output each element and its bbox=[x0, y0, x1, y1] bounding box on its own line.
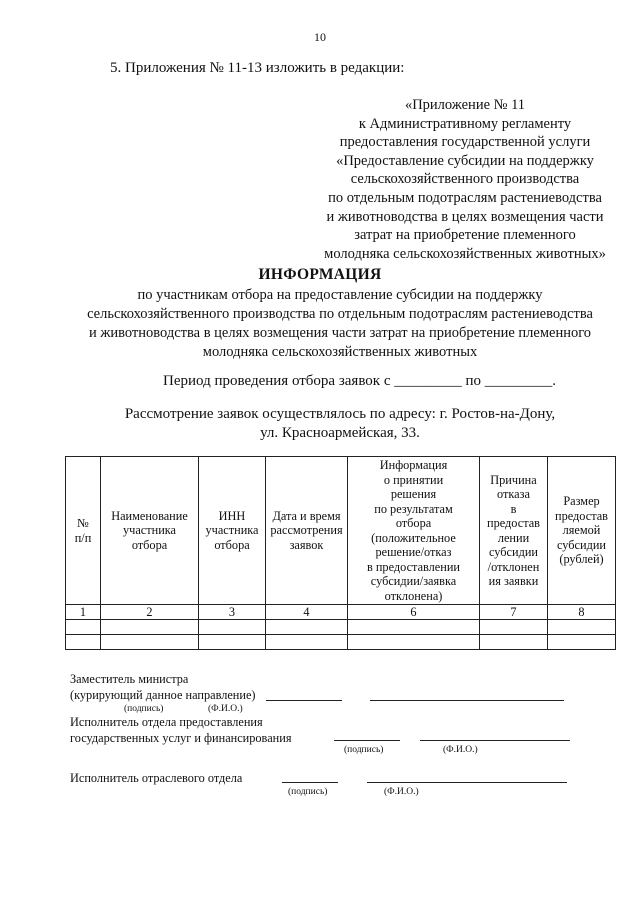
page-number: 10 bbox=[314, 30, 326, 44]
header-line: участника bbox=[122, 523, 177, 538]
table-row bbox=[66, 620, 616, 635]
header-cell-inn bbox=[199, 457, 266, 605]
table-header-row bbox=[66, 457, 616, 605]
column-number-cell: 2 bbox=[101, 605, 199, 620]
table-cell bbox=[348, 620, 480, 635]
subtitle-line: молодняка сельскохозяйственных животных bbox=[202, 344, 478, 360]
header-line: (положительное bbox=[371, 530, 456, 545]
appendix-line: к Административному регламенту bbox=[358, 115, 572, 132]
header-line: отбора bbox=[131, 537, 168, 552]
header-line: заявок bbox=[289, 537, 324, 552]
header-line: /отклонен bbox=[487, 559, 540, 574]
header-cell-number bbox=[66, 457, 101, 605]
appendix-line: и животноводства в целях возмещения части bbox=[326, 208, 604, 225]
appendix-line: сельскохозяйственного производства bbox=[350, 171, 580, 188]
header-line: по результатам bbox=[374, 501, 453, 516]
header-line: рассмотрения bbox=[270, 523, 343, 538]
header-cell-rejection-reason bbox=[480, 457, 548, 605]
header-line: о принятии bbox=[383, 472, 444, 487]
header-line: отказа bbox=[497, 487, 530, 501]
header-line: субсидии bbox=[557, 537, 606, 552]
executor-services-dept-label: государственных услуг и финансирования bbox=[70, 731, 292, 745]
document-title: ИНФОРМАЦИЯ bbox=[258, 266, 382, 283]
appendix-line: молодняка сельскохозяйственных животных» bbox=[324, 245, 606, 262]
deputy-name-line bbox=[370, 700, 564, 701]
appendix-line: предоставления государственной услуги bbox=[339, 134, 591, 151]
table-cell bbox=[266, 620, 348, 635]
header-line: лении bbox=[497, 530, 530, 545]
executor-industry-label: Исполнитель отраслевого отдела bbox=[70, 771, 243, 785]
appendix-line: «Приложение № 11 bbox=[404, 97, 526, 113]
executor-industry-signature-caption: (подпись) bbox=[288, 787, 328, 797]
header-line: в bbox=[510, 501, 517, 516]
table-cell bbox=[199, 635, 266, 650]
header-line: Наименование bbox=[111, 508, 188, 523]
review-address bbox=[0, 405, 640, 443]
header-line: п/п bbox=[74, 530, 92, 545]
table-column-numbers-row bbox=[66, 605, 616, 620]
header-line: решения bbox=[390, 487, 437, 501]
header-line: Дата и время bbox=[272, 508, 341, 523]
header-line: Причина bbox=[490, 472, 537, 487]
header-line: Размер bbox=[563, 494, 600, 509]
header-line: отбора bbox=[214, 537, 250, 552]
header-line: Информация bbox=[379, 458, 448, 472]
column-number-cell: 1 bbox=[66, 605, 101, 620]
executor-services-label: Исполнитель отдела предоставления bbox=[70, 715, 263, 729]
appendix-header bbox=[300, 96, 630, 263]
table-cell bbox=[101, 620, 199, 635]
column-number-cell: 3 bbox=[199, 605, 266, 620]
subtitle-line: и животноводства в целях возмещения части затрат на приобретение племенного bbox=[88, 325, 592, 341]
header-line: ИНН bbox=[218, 508, 246, 523]
header-line: субсидии bbox=[489, 545, 538, 559]
executor-services-name-caption: (Ф.И.О.) bbox=[443, 745, 478, 755]
deputy-name-caption: (Ф.И.О.) bbox=[208, 704, 243, 714]
header-cell-review-date bbox=[266, 457, 348, 605]
instruction-text: 5. Приложения № 11-13 изложить в редакции: bbox=[110, 60, 405, 76]
executor-industry-name-caption: (Ф.И.О.) bbox=[384, 787, 419, 797]
table-row bbox=[66, 635, 616, 650]
appendix-line: по отдельным подотраслям растениеводства bbox=[328, 189, 602, 206]
column-number-cell: 8 bbox=[548, 605, 616, 620]
executor-services-signature-line bbox=[334, 740, 400, 741]
header-line: участника bbox=[205, 523, 259, 538]
header-cell-participant-name bbox=[101, 457, 199, 605]
deputy-minister-direction-label: (курирующий данное направление) bbox=[70, 688, 256, 702]
appendix-line: затрат на приобретение племенного bbox=[354, 227, 576, 244]
header-line: субсидии/заявка bbox=[370, 574, 457, 588]
table-cell bbox=[66, 620, 101, 635]
executor-services-name-line bbox=[420, 740, 570, 741]
header-line: (рублей) bbox=[559, 552, 604, 567]
header-cell-subsidy-amount bbox=[548, 457, 616, 605]
header-line: отбора bbox=[395, 516, 432, 530]
document-subtitle bbox=[0, 286, 640, 362]
table-cell bbox=[480, 620, 548, 635]
address-line: Рассмотрение заявок осуществлялось по адресу: г. Ростов-на-Дону, bbox=[124, 406, 556, 422]
header-line: ия заявки bbox=[488, 574, 539, 588]
table-cell bbox=[66, 635, 101, 650]
selection-period: Период проведения отбора заявок с _________ по _________. bbox=[163, 373, 557, 389]
column-number-cell: 6 bbox=[348, 605, 480, 620]
column-number-cell: 4 bbox=[266, 605, 348, 620]
header-line: ляемой bbox=[562, 523, 601, 538]
header-line: предостав bbox=[487, 516, 540, 530]
executor-industry-name-line bbox=[367, 782, 567, 783]
address-line: ул. Красноармейская, 33. bbox=[260, 425, 420, 441]
header-line: в предоставлении bbox=[366, 559, 461, 574]
table-cell bbox=[101, 635, 199, 650]
table-cell bbox=[266, 635, 348, 650]
subtitle-line: сельскохозяйственного производства по отдельным подотраслям растениеводства bbox=[87, 306, 593, 322]
header-line: отклонена) bbox=[384, 588, 443, 603]
header-line: решение/отказ bbox=[375, 545, 452, 559]
deputy-signature-line bbox=[266, 700, 342, 701]
table-cell bbox=[480, 635, 548, 650]
executor-services-signature-caption: (подпись) bbox=[344, 745, 384, 755]
table-cell bbox=[348, 635, 480, 650]
appendix-line: «Предоставление субсидии на поддержку bbox=[336, 152, 594, 169]
header-cell-decision-info bbox=[348, 457, 480, 605]
participants-table bbox=[65, 456, 616, 650]
header-line: предостав bbox=[555, 508, 608, 523]
table-cell bbox=[548, 620, 616, 635]
deputy-signature-caption: (подпись) bbox=[124, 704, 164, 714]
table-cell bbox=[199, 620, 266, 635]
subtitle-line: по участникам отбора на предоставление субсидии на поддержку bbox=[137, 287, 543, 303]
header-line: № bbox=[77, 516, 89, 530]
column-number-cell: 7 bbox=[480, 605, 548, 620]
table-cell bbox=[548, 635, 616, 650]
deputy-minister-label: Заместитель министра bbox=[70, 672, 189, 686]
executor-industry-signature-line bbox=[282, 782, 338, 783]
